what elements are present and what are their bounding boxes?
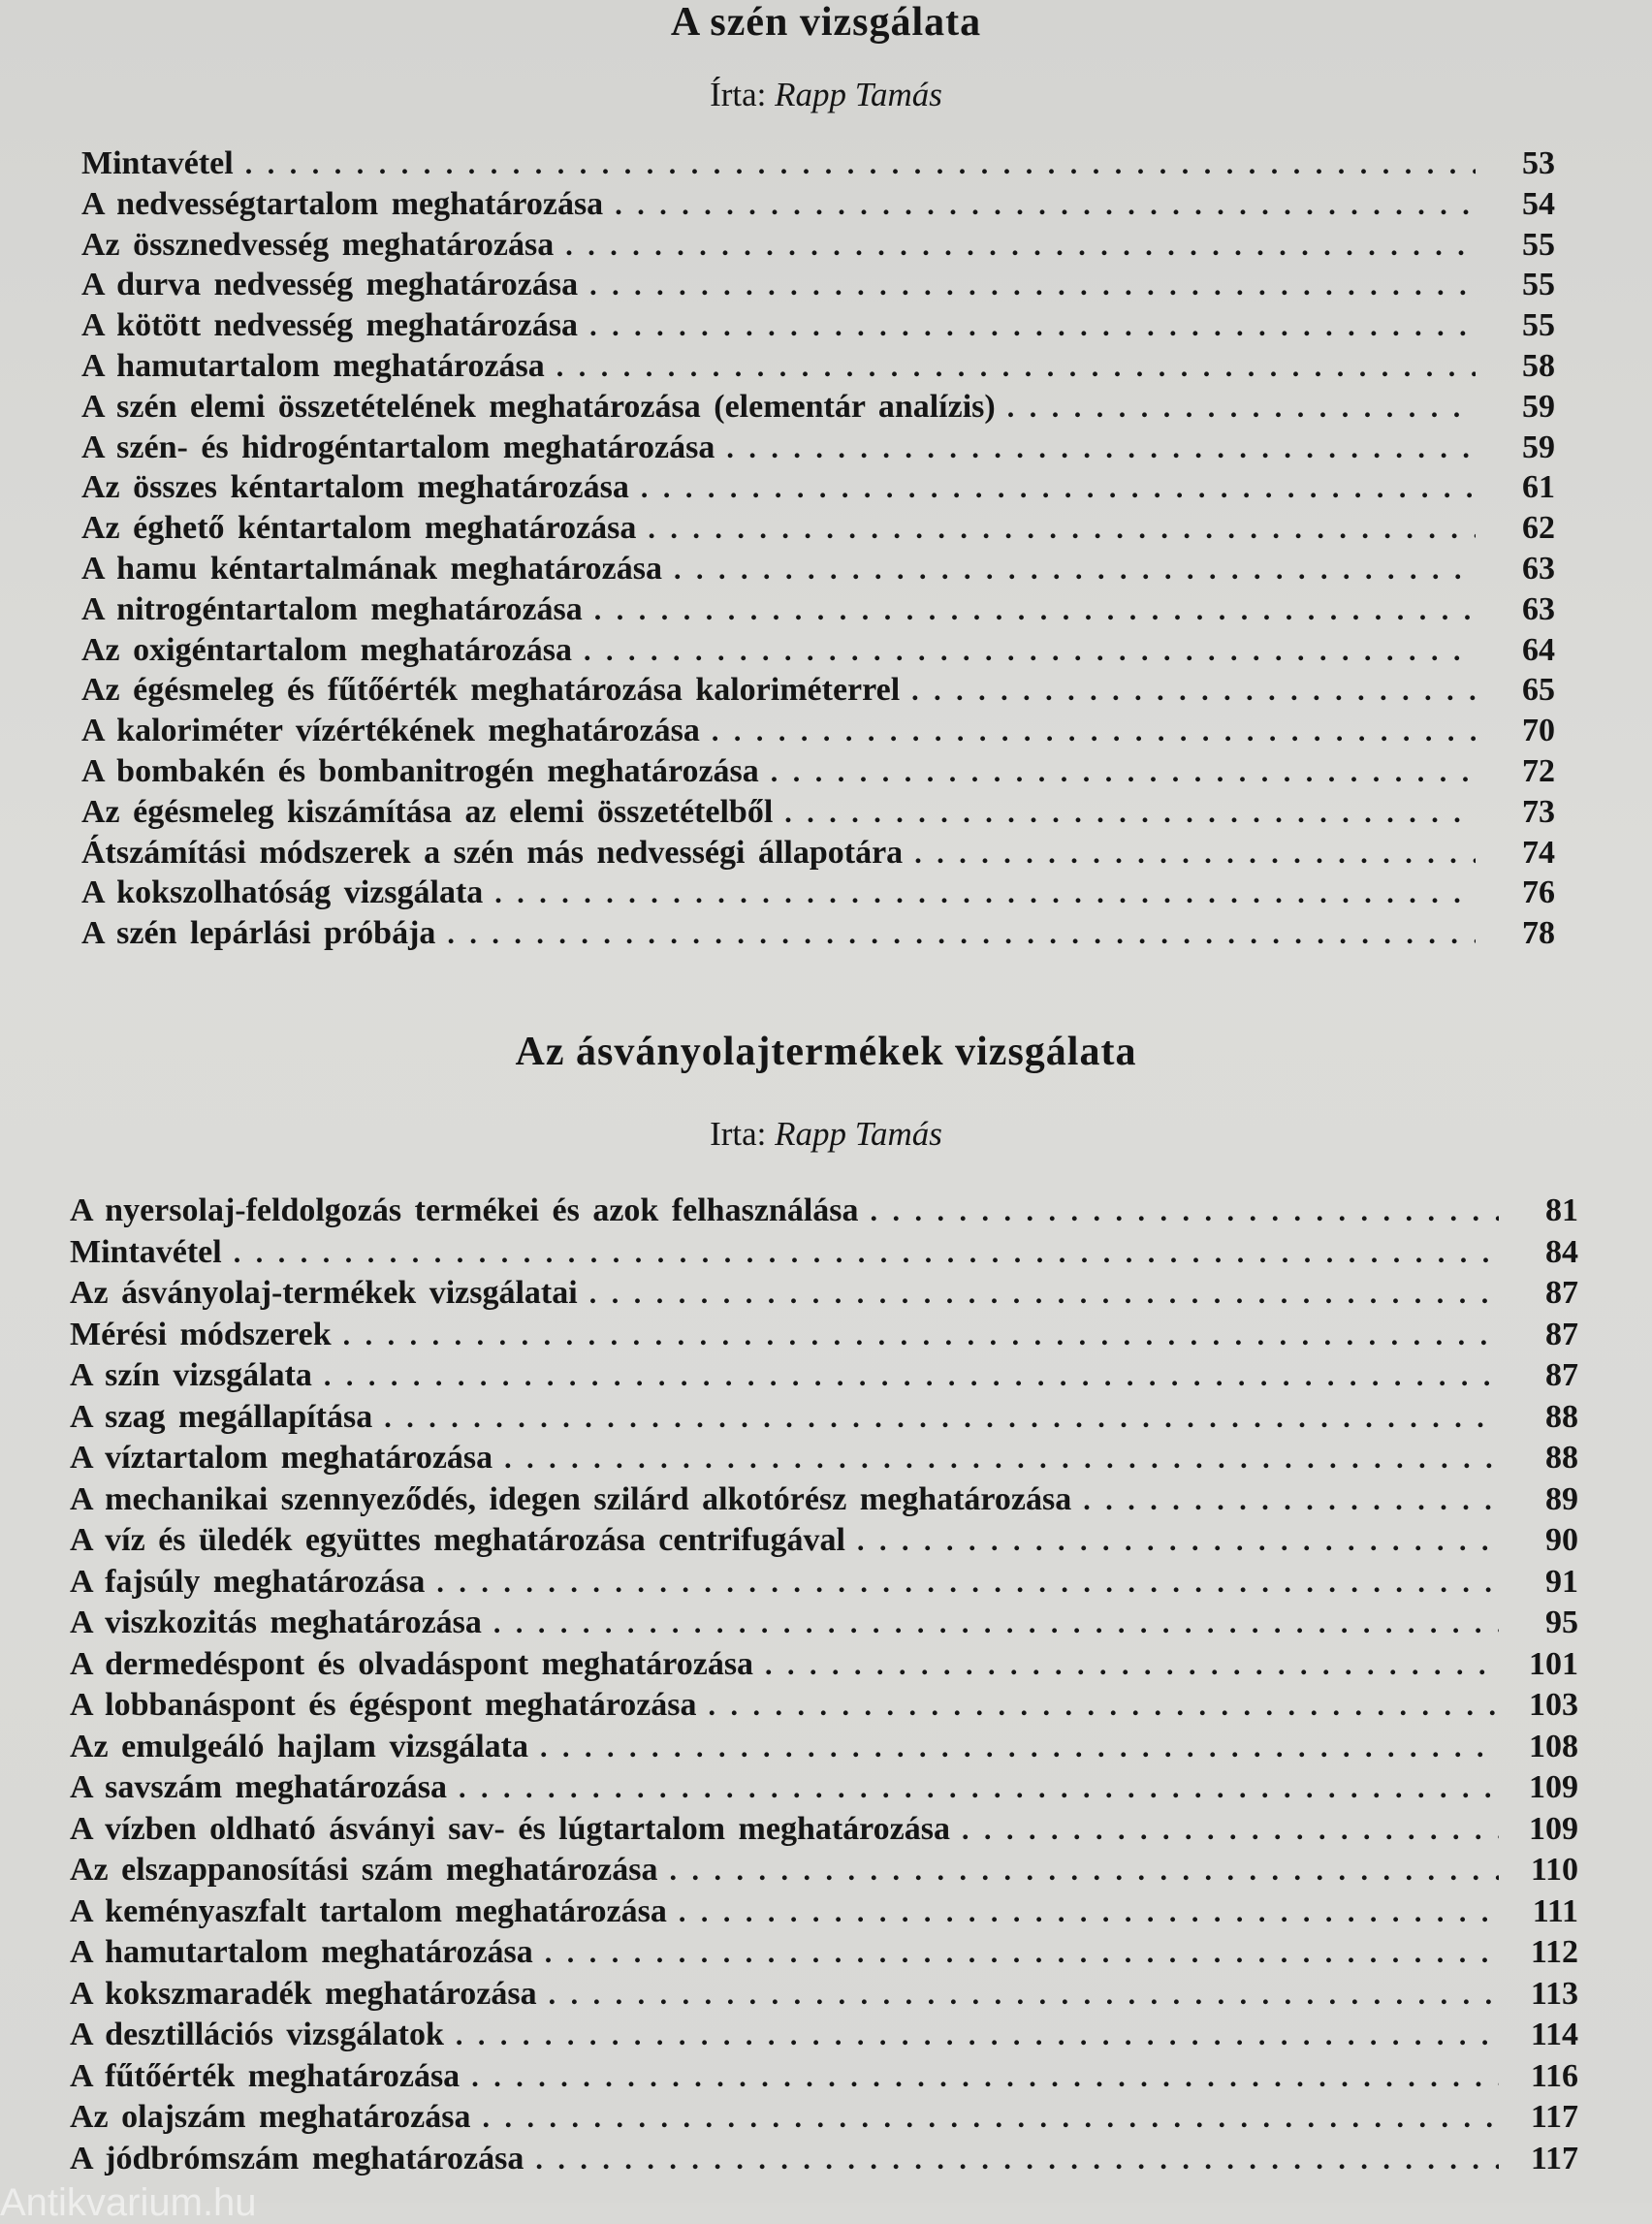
toc-entry-title: Az össznedvesség meghatározása (81, 226, 555, 263)
toc-entry (70, 1194, 1578, 1236)
toc-entry (70, 2057, 1578, 2102)
dot-leader (615, 191, 1476, 220)
toc-entry (70, 1233, 1578, 1278)
toc-entry-page: 55 (1522, 307, 1555, 344)
toc-entry-title: A szén- és hidrogéntartalom meghatározása (81, 429, 715, 465)
dot-leader (493, 1609, 1499, 1638)
toc-entry-page: 53 (1522, 145, 1555, 181)
toc-entry-page: 74 (1522, 834, 1555, 871)
toc-entry-page: 114 (1530, 2017, 1578, 2052)
toc-entry-title: A durva nedvesség meghatározása (81, 267, 579, 303)
toc-entry-title: A jódbrómszám meghatározása (70, 2140, 524, 2176)
section-title: A szén vizsgálata (670, 0, 982, 45)
toc-entry-page: 95 (1545, 1604, 1578, 1640)
dot-leader (384, 1404, 1499, 1433)
section-title: Az ásványolajtermékek vizsgálata (515, 1030, 1137, 1074)
toc-entry (70, 1606, 1578, 1648)
toc-entry (70, 1936, 1578, 1978)
toc-entry (81, 512, 1555, 553)
dot-leader (641, 474, 1476, 503)
toc-entry (70, 1771, 1578, 1813)
toc-entry-title: Az éghető kéntartalom meghatározása (81, 510, 637, 547)
toc-entry-page: 55 (1522, 267, 1555, 303)
toc-entry-title: A keményaszfalt tartalom meghatározása (70, 1892, 667, 1929)
dot-leader (709, 1692, 1499, 1721)
dot-leader (670, 1857, 1500, 1886)
toc-entry-title: Az olajszám meghatározása (70, 2099, 471, 2135)
dot-leader (784, 799, 1476, 828)
toc-entry-title: A bombakén és bombanitrogén meghatározása (81, 752, 759, 789)
toc-entry-page: 59 (1522, 429, 1555, 465)
toc-entry-title: A lobbanáspont és égéspont meghatározása (70, 1687, 697, 1723)
toc-entry-title: Mintavétel (81, 145, 234, 181)
toc-entry-page: 108 (1529, 1728, 1578, 1764)
toc-entry-page: 61 (1522, 469, 1555, 506)
toc-entry (81, 226, 1555, 270)
toc-entry (70, 1645, 1578, 1690)
toc-entry-page: 72 (1522, 752, 1555, 789)
toc-entry (81, 590, 1555, 634)
toc-entry-page: 58 (1522, 347, 1555, 384)
dot-leader (648, 515, 1476, 544)
dot-leader (494, 879, 1476, 908)
dot-leader (911, 677, 1476, 706)
toc-entry-page: 87 (1545, 1357, 1578, 1393)
toc-entry-title: Az elszappanosítási szám meghatározása (70, 1852, 658, 1888)
dot-leader (589, 271, 1476, 301)
dot-leader (914, 840, 1476, 869)
toc-entry (70, 1810, 1578, 1855)
toc-entry-page: 117 (1530, 2140, 1578, 2176)
dot-leader (565, 232, 1476, 261)
dot-leader (245, 150, 1476, 179)
toc-entry-title: A hamutartalom meghatározása (70, 1934, 533, 1970)
toc-entry (81, 876, 1555, 917)
toc-entry-page: 87 (1545, 1316, 1578, 1352)
dot-leader (343, 1321, 1499, 1350)
toc-entry-page: 101 (1529, 1645, 1578, 1682)
toc-entry-title: A hamu kéntartalmának meghatározása (81, 550, 662, 587)
toc-entry-title: A szag megállapítása (70, 1398, 373, 1435)
toc-entry-page: 62 (1522, 510, 1555, 547)
toc-entry-page: 111 (1532, 1892, 1578, 1929)
toc-entry-page: 76 (1522, 874, 1555, 911)
toc-entry (70, 1524, 1578, 1566)
toc-entry (81, 431, 1555, 472)
toc-entry-page: 88 (1545, 1398, 1578, 1435)
toc-entry-page: 87 (1545, 1275, 1578, 1311)
toc-entry-page: 103 (1529, 1687, 1578, 1723)
author-prefix: Írta: (710, 76, 767, 113)
toc-entry (81, 674, 1555, 715)
dot-leader (674, 556, 1476, 585)
toc-entry (81, 147, 1555, 188)
section-author (0, 1117, 1652, 1151)
toc-entry (81, 550, 1555, 593)
toc-entry-page: 78 (1522, 915, 1555, 952)
watermark: Antikvarium.hu (0, 2181, 257, 2224)
toc-entry-page: 81 (1545, 1192, 1578, 1228)
toc-entry-title: A fajsúly meghatározása (70, 1563, 426, 1600)
toc-entry (70, 1975, 1578, 2019)
toc-entry-page: 89 (1545, 1480, 1578, 1517)
toc-entry-page: 63 (1522, 550, 1555, 587)
section-author (0, 78, 1652, 111)
dot-leader (483, 2104, 1499, 2133)
toc-entry-page: 54 (1522, 185, 1555, 222)
toc-entry-title: Mintavétel (70, 1233, 222, 1270)
toc-entry-title: A nitrogéntartalom meghatározása (81, 590, 583, 627)
toc-entry (70, 1689, 1578, 1731)
toc-entry (81, 388, 1555, 431)
toc-entry-title: A nedvességtartalom meghatározása (81, 185, 604, 222)
toc-entry (81, 715, 1555, 755)
toc-entry-page: 90 (1545, 1522, 1578, 1558)
toc-entry (70, 1398, 1578, 1443)
toc-entry-page: 65 (1522, 672, 1555, 709)
toc-entry-title: A kaloriméter vízértékének meghatározása (81, 713, 700, 749)
toc-entry (70, 1728, 1578, 1772)
toc-entry-page: 55 (1522, 226, 1555, 263)
toc-entry-page: 88 (1545, 1440, 1578, 1476)
toc-entry-title: Mérési módszerek (70, 1316, 332, 1352)
dot-leader (545, 1939, 1499, 1968)
dot-leader (549, 1981, 1499, 2010)
toc-entry-title: A nyersolaj-feldolgozás termékei és azok felhasználása (70, 1192, 859, 1228)
toc-entry-title: A hamutartalom meghatározása (81, 347, 545, 384)
dot-leader (447, 920, 1476, 949)
toc-entry-page: 70 (1522, 713, 1555, 749)
toc-entry-title: A kokszmaradék meghatározása (70, 1975, 537, 2012)
toc-entry-page: 64 (1522, 631, 1555, 668)
toc-entry-title: A szén elemi összetételének meghatározása (elementár analízis) (81, 388, 996, 425)
dot-leader (771, 758, 1476, 787)
toc-entry-title: A szín vizsgálata (70, 1357, 312, 1393)
toc-entry (70, 2101, 1578, 2143)
toc-entry (81, 309, 1555, 350)
toc-entry-title: Az ásványolaj-termékek vizsgálatai (70, 1275, 578, 1311)
toc-entry-title: Az oxigéntartalom meghatározása (81, 631, 573, 668)
dot-leader (857, 1527, 1499, 1556)
toc-entry-title: A kokszolhatóság vizsgálata (81, 874, 484, 911)
toc-entry-title: A mechanikai szennyeződés, idegen szilárd alkotórész meghatározása (70, 1480, 1072, 1517)
toc-entry (70, 1359, 1578, 1401)
toc-entry-title: A savszám meghatározása (70, 1769, 447, 1805)
toc-entry-page: 112 (1530, 1934, 1578, 1970)
author-prefix: Irta: (710, 1115, 767, 1153)
toc-entry-title: Az égésmeleg és fűtőérték meghatározása kaloriméterrel (81, 672, 901, 709)
dot-leader (726, 434, 1476, 463)
toc-entry (81, 834, 1555, 877)
toc-entry-title: A fűtőérték meghatározása (70, 2057, 461, 2094)
toc-entry-title: A vízben oldható ásványi sav- és lúgtartalom meghatározása (70, 1810, 950, 1847)
dot-leader (504, 1445, 1499, 1474)
toc-entry-title: Az emulgeáló hajlam vizsgálata (70, 1728, 528, 1764)
toc-entry (81, 185, 1555, 229)
toc-entry-title: A víztartalom meghatározása (70, 1440, 493, 1476)
toc-entry-title: Az összes kéntartalom meghatározása (81, 469, 629, 506)
toc-entry (81, 793, 1555, 837)
toc-entry (81, 631, 1555, 675)
toc-entry-title: Átszámítási módszerek a szén más nedvességi állapotára (81, 834, 904, 871)
toc-entry (81, 347, 1555, 391)
toc-entry (81, 752, 1555, 796)
toc-entry-title: A szén lepárlási próbája (81, 915, 436, 952)
toc-list (70, 1194, 1578, 2183)
toc-entry-page: 109 (1529, 1810, 1578, 1847)
dot-leader (234, 1239, 1499, 1268)
toc-entry-page: 117 (1530, 2099, 1578, 2135)
dot-leader (324, 1362, 1499, 1391)
dot-leader (436, 1569, 1499, 1598)
dot-leader (584, 637, 1476, 666)
dot-leader (712, 717, 1476, 747)
dot-leader (871, 1197, 1500, 1226)
toc-entry-title: A viszkozitás meghatározása (70, 1604, 482, 1640)
dot-leader (456, 2021, 1499, 2050)
toc-entry-page: 109 (1529, 1769, 1578, 1805)
toc-entry-page: 73 (1522, 793, 1555, 830)
dot-leader (535, 2145, 1499, 2175)
dot-leader (556, 353, 1476, 382)
toc-list (81, 147, 1555, 958)
dot-leader (540, 1733, 1499, 1763)
toc-entry (70, 1277, 1578, 1319)
toc-entry (81, 269, 1555, 309)
toc-entry (70, 2140, 1578, 2184)
dot-leader (962, 1816, 1499, 1845)
toc-entry-title: A víz és üledék együttes meghatározása centrifugával (70, 1522, 845, 1558)
dot-leader (594, 596, 1476, 625)
toc-entry-title: A kötött nedvesség meghatározása (81, 307, 579, 344)
toc-entry-title: A dermedéspont és olvadáspont meghatározása (70, 1645, 754, 1682)
toc-entry-page: 91 (1545, 1563, 1578, 1600)
toc-entry (70, 2018, 1578, 2060)
toc-entry (70, 1316, 1578, 1360)
toc-entry (70, 1854, 1578, 1895)
toc-entry-page: 63 (1522, 590, 1555, 627)
author-name: Rapp Tamás (775, 76, 942, 113)
toc-entry (81, 917, 1555, 958)
dot-leader (765, 1651, 1499, 1680)
toc-entry (70, 1563, 1578, 1607)
toc-entry (70, 1480, 1578, 1525)
dot-leader (1083, 1486, 1499, 1515)
dot-leader (1007, 394, 1476, 423)
toc-entry-title: Az égésmeleg kiszámítása az elemi összetételből (81, 793, 774, 830)
toc-entry-page: 84 (1545, 1233, 1578, 1270)
toc-entry (81, 471, 1555, 512)
toc-entry (70, 1892, 1578, 1937)
author-name: Rapp Tamás (775, 1115, 942, 1153)
dot-leader (679, 1898, 1499, 1927)
dot-leader (589, 1280, 1499, 1309)
toc-entry-page: 113 (1530, 1975, 1578, 2012)
dot-leader (589, 312, 1476, 341)
toc-entry (70, 1442, 1578, 1483)
toc-entry-page: 110 (1530, 1852, 1578, 1888)
toc-entry-title: A desztillációs vizsgálatok (70, 2017, 444, 2052)
toc-entry-page: 116 (1530, 2057, 1578, 2094)
dot-leader (471, 2063, 1499, 2092)
dot-leader (459, 1774, 1499, 1803)
toc-entry-page: 59 (1522, 388, 1555, 425)
